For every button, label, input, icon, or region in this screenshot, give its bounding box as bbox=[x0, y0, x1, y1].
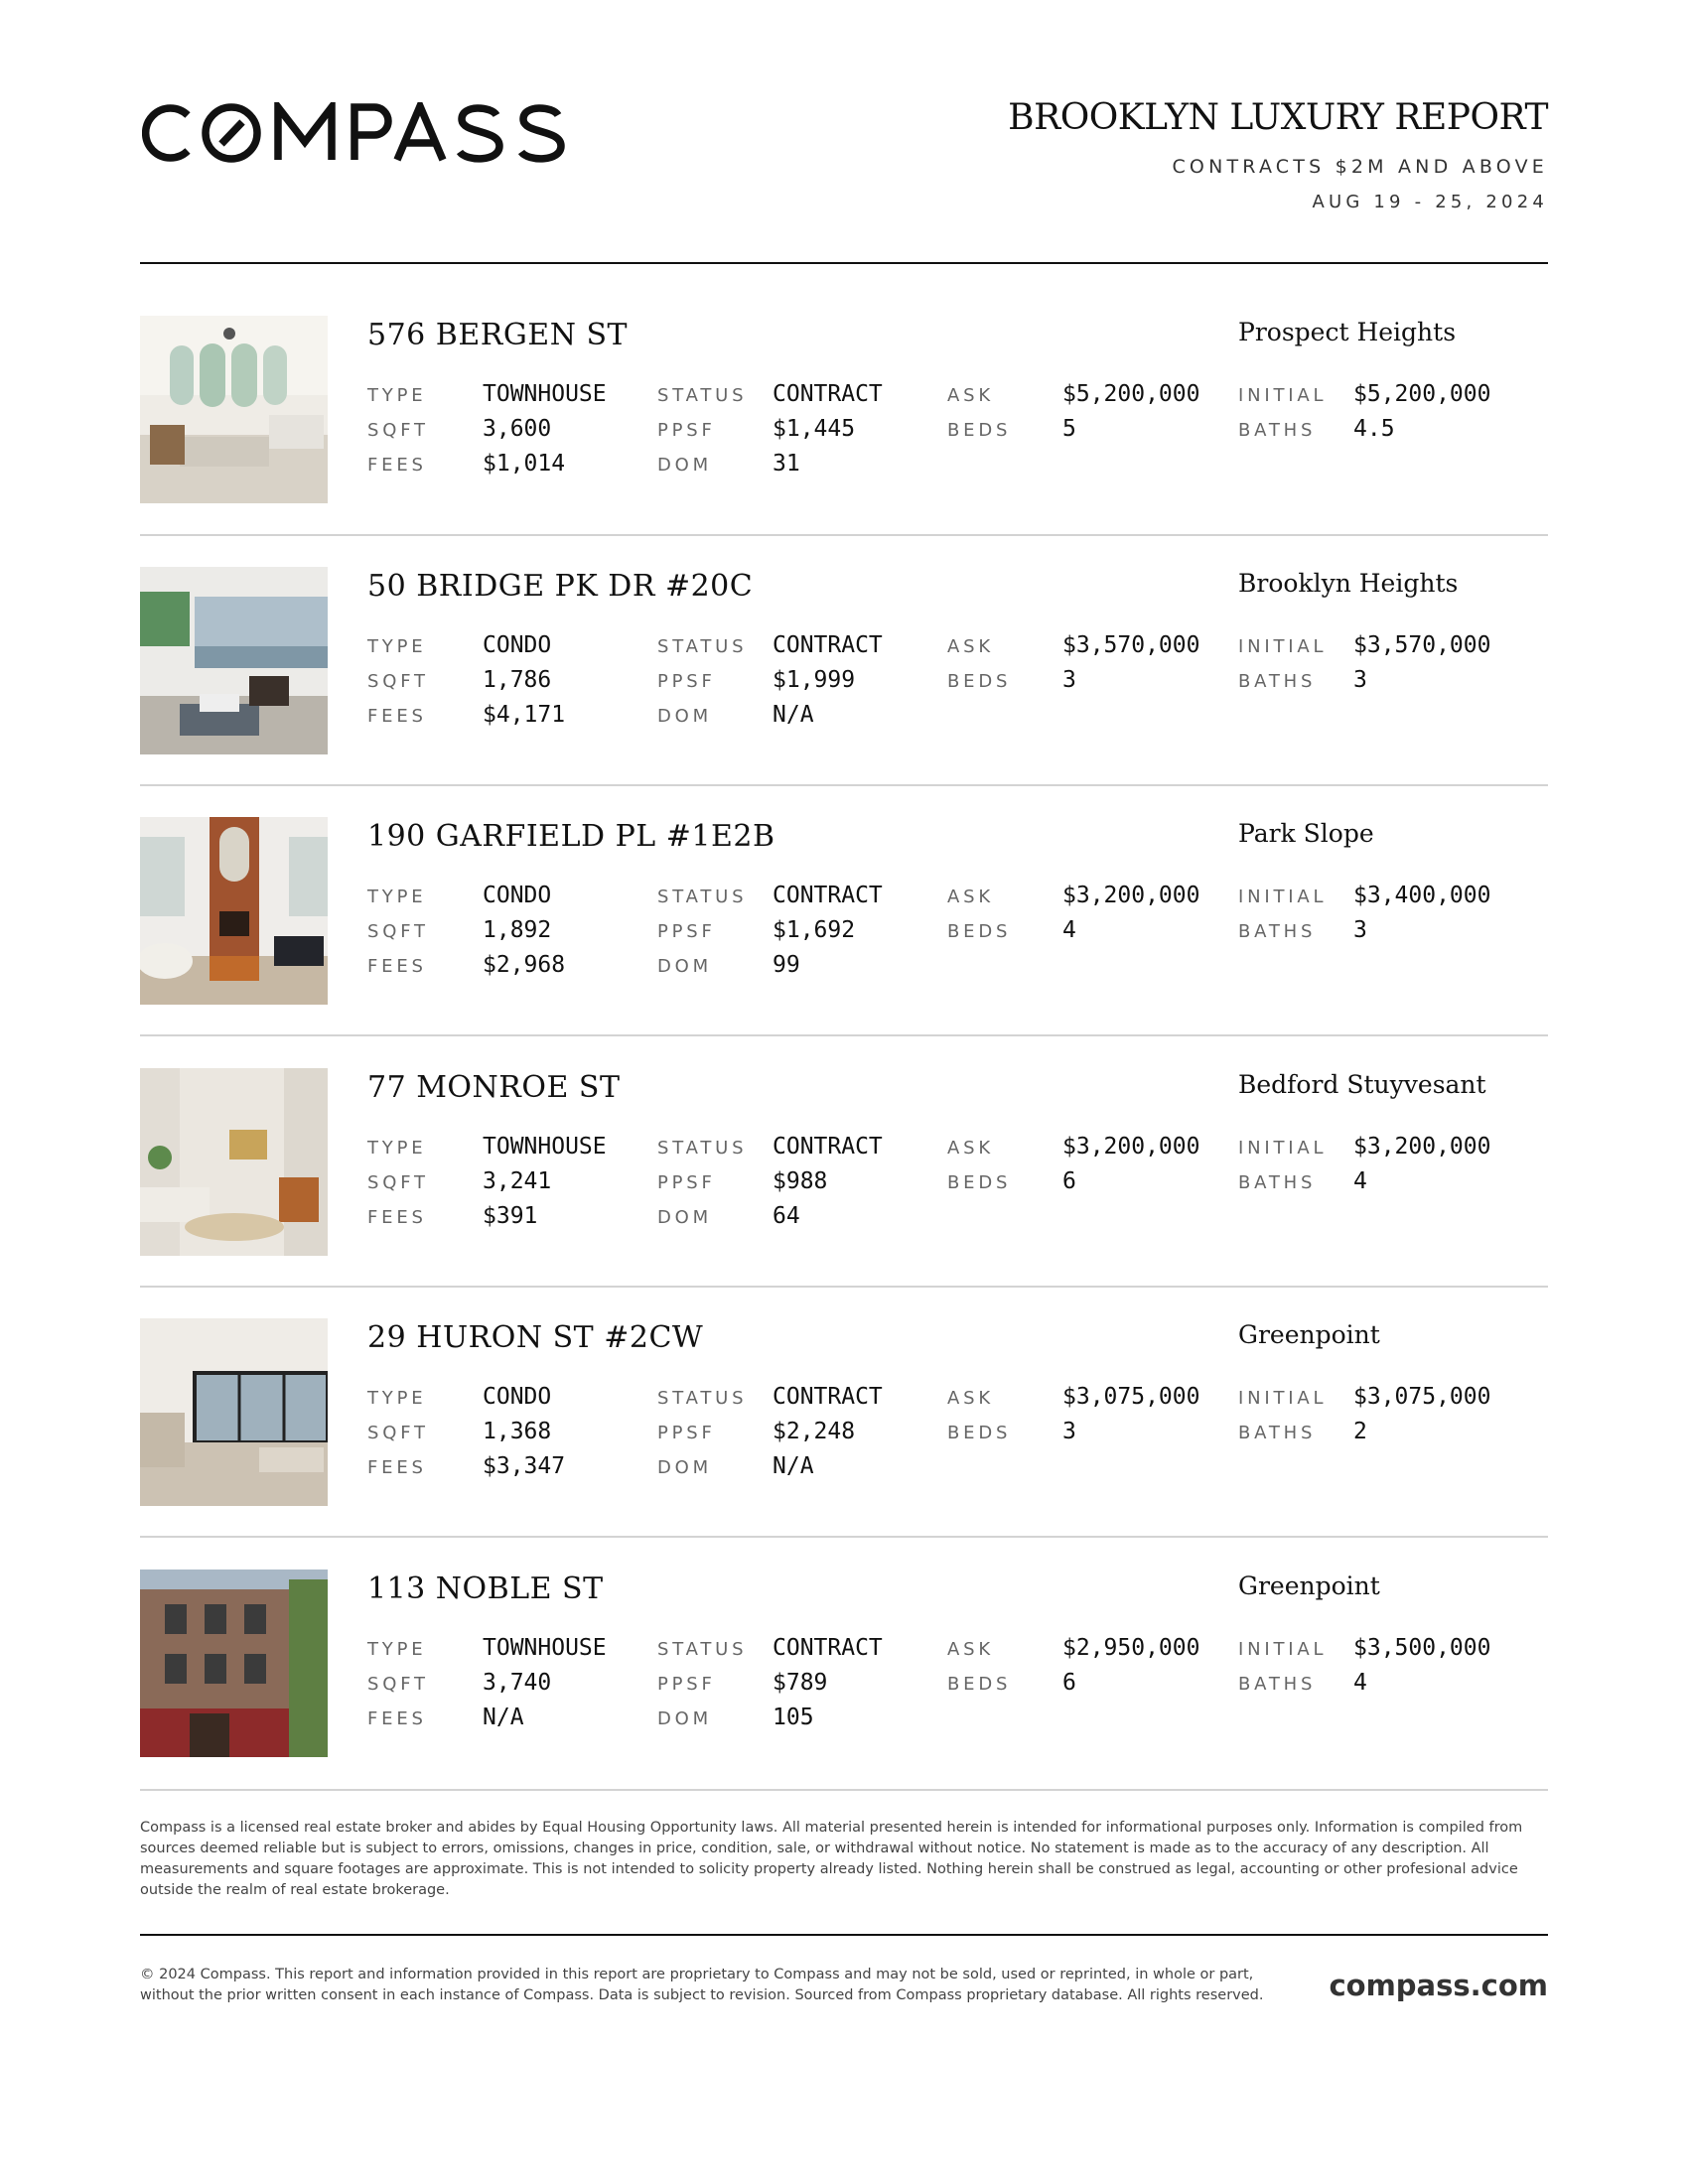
fees-label: FEES bbox=[367, 1457, 427, 1478]
property-address[interactable]: 77 MONROE ST bbox=[367, 1070, 621, 1105]
property-neighborhood: Bedford Stuyvesant bbox=[1238, 1070, 1486, 1099]
beds-label: BEDS bbox=[947, 1172, 1012, 1193]
fees-value: $1,014 bbox=[483, 451, 566, 477]
dom-value: 99 bbox=[773, 952, 800, 978]
initial-value: $3,200,000 bbox=[1353, 1134, 1491, 1160]
beds-label: BEDS bbox=[947, 921, 1012, 942]
type-label: TYPE bbox=[367, 1639, 427, 1660]
ppsf-label: PPSF bbox=[657, 671, 716, 692]
sqft-value: 1,892 bbox=[483, 917, 552, 943]
status-label: STATUS bbox=[657, 1138, 748, 1159]
ask-value: $3,075,000 bbox=[1062, 1384, 1200, 1410]
fees-label: FEES bbox=[367, 706, 427, 727]
baths-value: 2 bbox=[1353, 1419, 1367, 1444]
property-neighborhood: Greenpoint bbox=[1238, 1320, 1380, 1349]
beds-value: 3 bbox=[1062, 1419, 1076, 1444]
listing-divider bbox=[140, 534, 1548, 536]
property-photo[interactable] bbox=[140, 316, 328, 503]
beds-label: BEDS bbox=[947, 671, 1012, 692]
sqft-value: 3,241 bbox=[483, 1168, 552, 1194]
baths-value: 4.5 bbox=[1353, 416, 1395, 442]
ask-label: ASK bbox=[947, 887, 994, 907]
initial-value: $3,400,000 bbox=[1353, 883, 1491, 908]
baths-value: 4 bbox=[1353, 1168, 1367, 1194]
initial-label: INITIAL bbox=[1238, 1639, 1328, 1660]
ask-label: ASK bbox=[947, 385, 994, 406]
baths-label: BATHS bbox=[1238, 921, 1317, 942]
ask-label: ASK bbox=[947, 1639, 994, 1660]
listing-divider bbox=[140, 1034, 1548, 1036]
ask-label: ASK bbox=[947, 1388, 994, 1409]
baths-label: BATHS bbox=[1238, 420, 1317, 441]
status-value: CONTRACT bbox=[773, 883, 883, 908]
type-label: TYPE bbox=[367, 636, 427, 657]
listing-row[interactable] bbox=[140, 1068, 1548, 1257]
compass-logo bbox=[142, 102, 565, 164]
property-photo[interactable] bbox=[140, 1068, 328, 1256]
footer-divider bbox=[140, 1934, 1548, 1936]
ppsf-label: PPSF bbox=[657, 420, 716, 441]
listing-row[interactable] bbox=[140, 1318, 1548, 1507]
beds-value: 3 bbox=[1062, 667, 1076, 693]
initial-label: INITIAL bbox=[1238, 887, 1328, 907]
dom-label: DOM bbox=[657, 706, 712, 727]
baths-value: 4 bbox=[1353, 1670, 1367, 1696]
dom-label: DOM bbox=[657, 1708, 712, 1729]
ppsf-value: $988 bbox=[773, 1168, 828, 1194]
status-value: CONTRACT bbox=[773, 632, 883, 658]
listing-row[interactable] bbox=[140, 1570, 1548, 1758]
type-label: TYPE bbox=[367, 1388, 427, 1409]
property-neighborhood: Greenpoint bbox=[1238, 1571, 1380, 1600]
status-label: STATUS bbox=[657, 1388, 748, 1409]
sqft-label: SQFT bbox=[367, 1172, 429, 1193]
ask-value: $2,950,000 bbox=[1062, 1635, 1200, 1661]
property-photo[interactable] bbox=[140, 817, 328, 1005]
living-room-photo bbox=[140, 567, 328, 754]
sqft-value: 1,786 bbox=[483, 667, 552, 693]
sqft-value: 1,368 bbox=[483, 1419, 552, 1444]
property-photo[interactable] bbox=[140, 567, 328, 754]
brick-facade-photo bbox=[140, 1570, 328, 1757]
fees-label: FEES bbox=[367, 1708, 427, 1729]
property-address[interactable]: 576 BERGEN ST bbox=[367, 318, 629, 352]
ppsf-label: PPSF bbox=[657, 1172, 716, 1193]
ask-value: $3,570,000 bbox=[1062, 632, 1200, 658]
report-subtitle: CONTRACTS $2M AND ABOVE bbox=[1172, 156, 1548, 178]
baths-label: BATHS bbox=[1238, 1674, 1317, 1695]
type-value: CONDO bbox=[483, 883, 552, 908]
status-value: CONTRACT bbox=[773, 1635, 883, 1661]
website-link[interactable]: compass.com bbox=[1329, 1969, 1548, 2002]
type-label: TYPE bbox=[367, 385, 427, 406]
beds-value: 4 bbox=[1062, 917, 1076, 943]
listings-end-divider bbox=[140, 1789, 1548, 1791]
living-room-photo bbox=[140, 1068, 328, 1256]
ask-label: ASK bbox=[947, 636, 994, 657]
ppsf-value: $1,445 bbox=[773, 416, 856, 442]
status-label: STATUS bbox=[657, 1639, 748, 1660]
ppsf-label: PPSF bbox=[657, 921, 716, 942]
status-value: CONTRACT bbox=[773, 381, 883, 407]
initial-label: INITIAL bbox=[1238, 1138, 1328, 1159]
sqft-label: SQFT bbox=[367, 671, 429, 692]
header-divider bbox=[140, 262, 1548, 264]
status-label: STATUS bbox=[657, 887, 748, 907]
initial-value: $3,075,000 bbox=[1353, 1384, 1491, 1410]
ask-value: $5,200,000 bbox=[1062, 381, 1200, 407]
fees-label: FEES bbox=[367, 1207, 427, 1228]
ppsf-label: PPSF bbox=[657, 1674, 716, 1695]
listing-row[interactable] bbox=[140, 817, 1548, 1006]
status-label: STATUS bbox=[657, 385, 748, 406]
property-address[interactable]: 29 HURON ST #2CW bbox=[367, 1320, 704, 1355]
fees-label: FEES bbox=[367, 455, 427, 476]
ppsf-value: $2,248 bbox=[773, 1419, 856, 1444]
ppsf-value: $789 bbox=[773, 1670, 828, 1696]
beds-value: 5 bbox=[1062, 416, 1076, 442]
initial-value: $3,500,000 bbox=[1353, 1635, 1491, 1661]
property-address[interactable]: 50 BRIDGE PK DR #20C bbox=[367, 569, 754, 604]
baths-label: BATHS bbox=[1238, 1423, 1317, 1443]
dom-value: N/A bbox=[773, 1453, 814, 1479]
fees-label: FEES bbox=[367, 956, 427, 977]
initial-value: $3,570,000 bbox=[1353, 632, 1491, 658]
type-value: CONDO bbox=[483, 632, 552, 658]
status-label: STATUS bbox=[657, 636, 748, 657]
status-value: CONTRACT bbox=[773, 1134, 883, 1160]
ask-value: $3,200,000 bbox=[1062, 883, 1200, 908]
ppsf-label: PPSF bbox=[657, 1423, 716, 1443]
fees-value: $3,347 bbox=[483, 1453, 566, 1479]
sqft-label: SQFT bbox=[367, 1674, 429, 1695]
type-value: TOWNHOUSE bbox=[483, 1134, 607, 1160]
copyright-text: © 2024 Compass. This report and information provided in this report are proprietary to Compass and may not be sold, used or reprinted, in whole or part, without the prior written consent in each instance of Compass. Data is subject to revision. Sourced from Compass proprietary database. All rights reserved. bbox=[140, 1967, 1264, 2003]
report-date-range: AUG 19 - 25, 2024 bbox=[1312, 192, 1548, 212]
baths-value: 3 bbox=[1353, 917, 1367, 943]
dom-label: DOM bbox=[657, 1457, 712, 1478]
listing-row[interactable] bbox=[140, 316, 1548, 504]
sqft-label: SQFT bbox=[367, 921, 429, 942]
report-title: BROOKLYN LUXURY REPORT bbox=[1008, 97, 1548, 138]
property-photo[interactable] bbox=[140, 1570, 328, 1757]
ppsf-value: $1,999 bbox=[773, 667, 856, 693]
beds-label: BEDS bbox=[947, 420, 1012, 441]
type-label: TYPE bbox=[367, 1138, 427, 1159]
living-room-photo bbox=[140, 316, 328, 503]
initial-label: INITIAL bbox=[1238, 1388, 1328, 1409]
dom-value: 105 bbox=[773, 1705, 814, 1730]
dom-value: 31 bbox=[773, 451, 800, 477]
fees-value: $4,171 bbox=[483, 702, 566, 728]
listing-row[interactable] bbox=[140, 567, 1548, 755]
property-neighborhood: Brooklyn Heights bbox=[1238, 569, 1459, 598]
sqft-value: 3,740 bbox=[483, 1670, 552, 1696]
ask-value: $3,200,000 bbox=[1062, 1134, 1200, 1160]
baths-label: BATHS bbox=[1238, 1172, 1317, 1193]
beds-label: BEDS bbox=[947, 1423, 1012, 1443]
beds-value: 6 bbox=[1062, 1168, 1076, 1194]
baths-value: 3 bbox=[1353, 667, 1367, 693]
baths-label: BATHS bbox=[1238, 671, 1317, 692]
type-value: TOWNHOUSE bbox=[483, 1635, 607, 1661]
fees-value: N/A bbox=[483, 1705, 524, 1730]
fireplace-room-photo bbox=[140, 817, 328, 1005]
listing-divider bbox=[140, 1536, 1548, 1538]
dom-label: DOM bbox=[657, 956, 712, 977]
initial-label: INITIAL bbox=[1238, 636, 1328, 657]
status-value: CONTRACT bbox=[773, 1384, 883, 1410]
beds-value: 6 bbox=[1062, 1670, 1076, 1696]
dom-label: DOM bbox=[657, 455, 712, 476]
sqft-label: SQFT bbox=[367, 1423, 429, 1443]
property-address[interactable]: 113 NOBLE ST bbox=[367, 1571, 604, 1606]
type-value: TOWNHOUSE bbox=[483, 381, 607, 407]
beds-label: BEDS bbox=[947, 1674, 1012, 1695]
property-neighborhood: Prospect Heights bbox=[1238, 318, 1457, 346]
listing-divider bbox=[140, 784, 1548, 786]
type-label: TYPE bbox=[367, 887, 427, 907]
dom-label: DOM bbox=[657, 1207, 712, 1228]
fees-value: $2,968 bbox=[483, 952, 566, 978]
ask-label: ASK bbox=[947, 1138, 994, 1159]
ppsf-value: $1,692 bbox=[773, 917, 856, 943]
listing-divider bbox=[140, 1286, 1548, 1288]
property-neighborhood: Park Slope bbox=[1238, 819, 1374, 848]
initial-value: $5,200,000 bbox=[1353, 381, 1491, 407]
initial-label: INITIAL bbox=[1238, 385, 1328, 406]
disclaimer-text: Compass is a licensed real estate broker and abides by Equal Housing Opportunity laws. All material presented herein is intended for informational purposes only. Information is compiled from sources deemed reliable but is subject to errors, omissions, changes in price, condition, sale, or withdrawal without notice. No statement is made as to the accuracy of any description. All measurements and square footages are approximate. This is not intended to solicity property already listed. Nothing herein shall be construed as legal, accounting or other profesional advice outside the realm of real estate brokerage. bbox=[140, 1820, 1523, 1898]
type-value: CONDO bbox=[483, 1384, 552, 1410]
sqft-value: 3,600 bbox=[483, 416, 552, 442]
fees-value: $391 bbox=[483, 1203, 538, 1229]
sqft-label: SQFT bbox=[367, 420, 429, 441]
dom-value: 64 bbox=[773, 1203, 800, 1229]
property-address[interactable]: 190 GARFIELD PL #1E2B bbox=[367, 819, 775, 854]
dom-value: N/A bbox=[773, 702, 814, 728]
open-plan-room-photo bbox=[140, 1318, 328, 1506]
property-photo[interactable] bbox=[140, 1318, 328, 1506]
